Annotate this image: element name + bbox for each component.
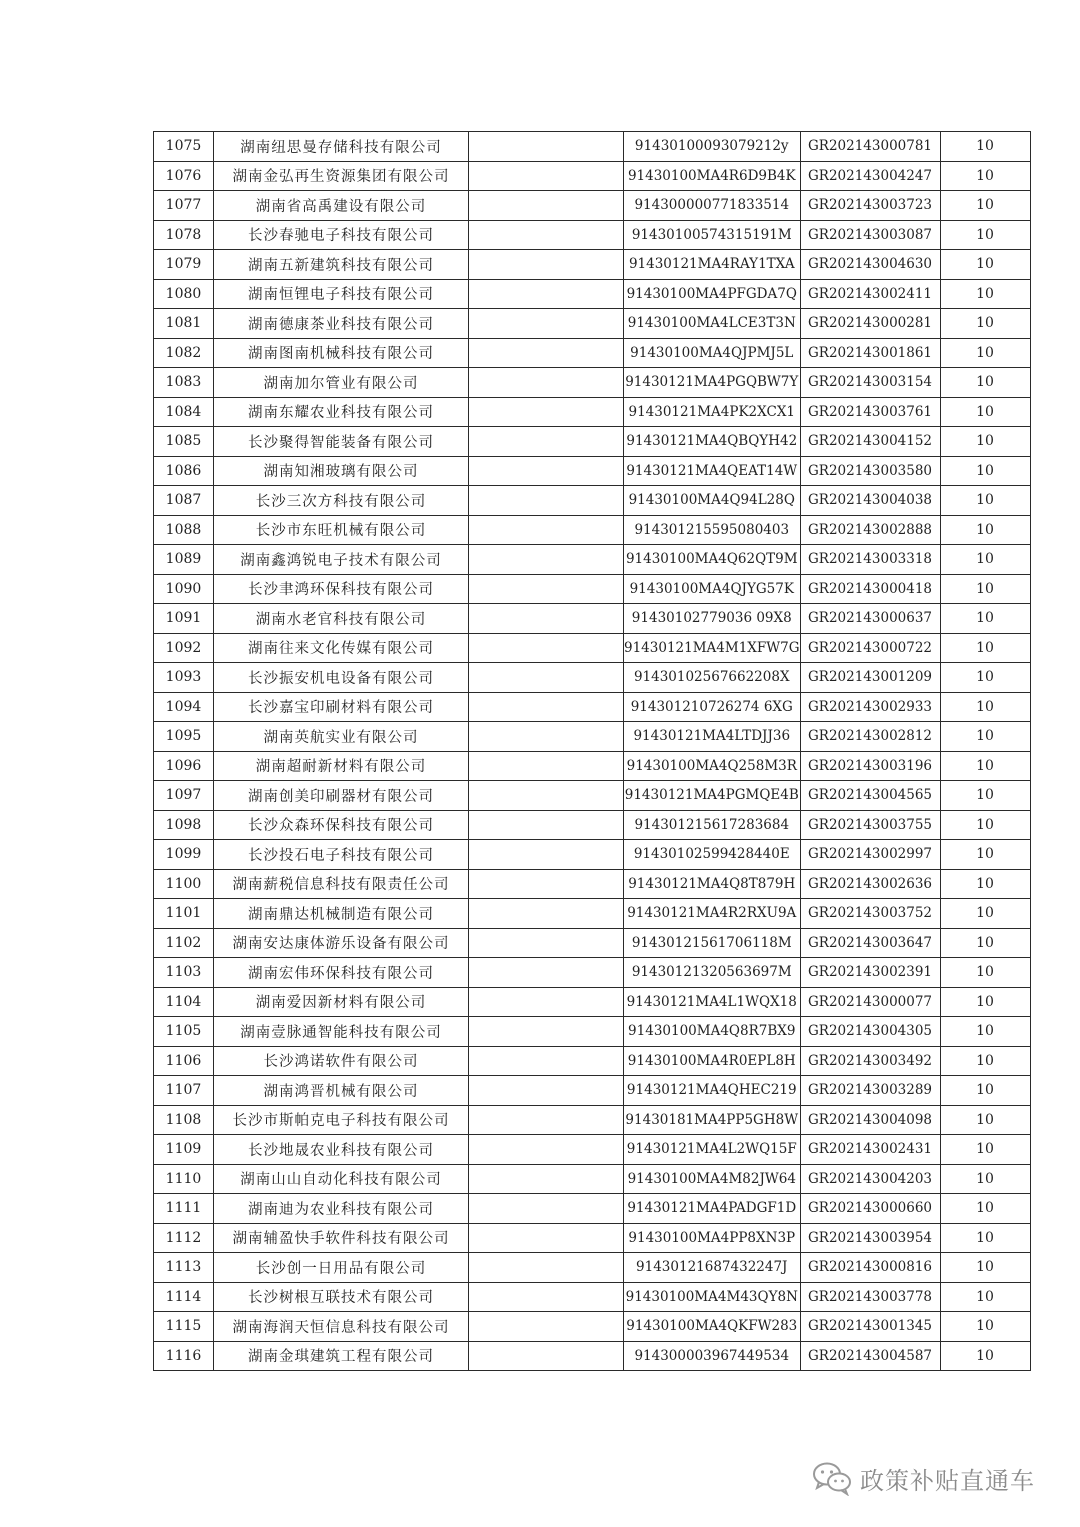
table-row	[154, 486, 1031, 516]
credit-code: 91430121MA4LTDJJ36	[624, 722, 801, 752]
table-row	[154, 132, 1031, 162]
certificate-number: GR202143000722	[800, 633, 940, 663]
row-number: 1109	[154, 1135, 214, 1165]
amount: 10	[940, 574, 1030, 604]
blank-cell	[469, 1164, 624, 1194]
amount: 10	[940, 869, 1030, 899]
credit-code: 91430100MA4QJPMJ5L	[624, 338, 801, 368]
row-number: 1086	[154, 456, 214, 486]
blank-cell	[469, 456, 624, 486]
credit-code: 91430100MA4R0EPL8H	[624, 1046, 801, 1076]
certificate-number: GR202143002997	[800, 840, 940, 870]
row-number: 1100	[154, 869, 214, 899]
amount: 10	[940, 604, 1030, 634]
certificate-number: GR202143004038	[800, 486, 940, 516]
amount: 10	[940, 987, 1030, 1017]
company-name: 湖南德康茶业科技有限公司	[214, 309, 469, 339]
certificate-number: GR202143001209	[800, 663, 940, 693]
certificate-number: GR202143003647	[800, 928, 940, 958]
company-name: 湖南省高禹建设有限公司	[214, 191, 469, 221]
row-number: 1092	[154, 633, 214, 663]
certificate-number: GR202143003318	[800, 545, 940, 575]
blank-cell	[469, 928, 624, 958]
amount: 10	[940, 1076, 1030, 1106]
blank-cell	[469, 161, 624, 191]
blank-cell	[469, 427, 624, 457]
credit-code: 91430121MA4Q8T879H	[624, 869, 801, 899]
certificate-number: GR202143001861	[800, 338, 940, 368]
certificate-number: GR202143003196	[800, 751, 940, 781]
blank-cell	[469, 368, 624, 398]
row-number: 1083	[154, 368, 214, 398]
certificate-number: GR202143000281	[800, 309, 940, 339]
company-name: 湖南往来文化传媒有限公司	[214, 633, 469, 663]
table-row	[154, 987, 1031, 1017]
table-row	[154, 692, 1031, 722]
credit-code: 91430121MA4R2RXU9A	[624, 899, 801, 929]
row-number: 1104	[154, 987, 214, 1017]
credit-code: 914301215617283684	[624, 810, 801, 840]
company-name: 湖南鼎达机械制造有限公司	[214, 899, 469, 929]
table-row	[154, 1164, 1031, 1194]
company-name: 湖南鑫鸿锐电子技术有限公司	[214, 545, 469, 575]
row-number: 1102	[154, 928, 214, 958]
amount: 10	[940, 515, 1030, 545]
credit-code: 91430100MA4Q62QT9M	[624, 545, 801, 575]
credit-code: 91430121MA4M1XFW7G	[624, 633, 801, 663]
row-number: 1098	[154, 810, 214, 840]
row-number: 1077	[154, 191, 214, 221]
row-number: 1103	[154, 958, 214, 988]
company-name: 湖南图南机械科技有限公司	[214, 338, 469, 368]
credit-code: 91430100MA4R6D9B4K	[624, 161, 801, 191]
company-name: 长沙众森环保科技有限公司	[214, 810, 469, 840]
blank-cell	[469, 515, 624, 545]
company-name: 湖南纽思曼存储科技有限公司	[214, 132, 469, 162]
table-row	[154, 515, 1031, 545]
blank-cell	[469, 338, 624, 368]
row-number: 1114	[154, 1282, 214, 1312]
table-row	[154, 1105, 1031, 1135]
credit-code: 91430100MA4Q8R7BX9	[624, 1017, 801, 1047]
blank-cell	[469, 1312, 624, 1342]
blank-cell	[469, 1341, 624, 1371]
company-name: 湖南壹脉通智能科技有限公司	[214, 1017, 469, 1047]
credit-code: 91430100MA4M82JW64	[624, 1164, 801, 1194]
certificate-number: GR202143002812	[800, 722, 940, 752]
amount: 10	[940, 279, 1030, 309]
amount: 10	[940, 1282, 1030, 1312]
blank-cell	[469, 899, 624, 929]
blank-cell	[469, 397, 624, 427]
credit-code: 91430181MA4PP5GH8W	[624, 1105, 801, 1135]
table-row	[154, 1341, 1031, 1371]
table-row	[154, 368, 1031, 398]
company-name: 长沙春驰电子科技有限公司	[214, 220, 469, 250]
table-row	[154, 1312, 1031, 1342]
company-name: 湖南水老官科技有限公司	[214, 604, 469, 634]
table-row	[154, 220, 1031, 250]
company-name: 长沙振安机电设备有限公司	[214, 663, 469, 693]
row-number: 1099	[154, 840, 214, 870]
blank-cell	[469, 1135, 624, 1165]
certificate-number: GR202143000077	[800, 987, 940, 1017]
blank-cell	[469, 958, 624, 988]
company-name: 长沙树根互联技术有限公司	[214, 1282, 469, 1312]
amount: 10	[940, 1223, 1030, 1253]
blank-cell	[469, 574, 624, 604]
row-number: 1115	[154, 1312, 214, 1342]
certificate-number: GR202143000816	[800, 1253, 940, 1283]
company-name: 长沙鸿诺软件有限公司	[214, 1046, 469, 1076]
blank-cell	[469, 781, 624, 811]
credit-code: 914301210726274 6XG	[624, 692, 801, 722]
amount: 10	[940, 427, 1030, 457]
company-name: 长沙嘉宝印刷材料有限公司	[214, 692, 469, 722]
table-row	[154, 1076, 1031, 1106]
credit-code: 91430121MA4QHEC219	[624, 1076, 801, 1106]
company-name: 湖南辅盈快手软件科技有限公司	[214, 1223, 469, 1253]
blank-cell	[469, 220, 624, 250]
blank-cell	[469, 132, 624, 162]
credit-code: 91430100MA4Q94L28Q	[624, 486, 801, 516]
table-row	[154, 958, 1031, 988]
credit-code: 91430102567662208X	[624, 663, 801, 693]
company-name: 湖南迪为农业科技有限公司	[214, 1194, 469, 1224]
company-name: 湖南超耐新材料有限公司	[214, 751, 469, 781]
blank-cell	[469, 692, 624, 722]
table-row	[154, 1017, 1031, 1047]
credit-code: 91430100574315191M	[624, 220, 801, 250]
company-name: 湖南金弘再生资源集团有限公司	[214, 161, 469, 191]
certificate-number: GR202143004630	[800, 250, 940, 280]
table-row	[154, 1253, 1031, 1283]
certificate-number: GR202143003087	[800, 220, 940, 250]
table-row	[154, 1282, 1031, 1312]
amount: 10	[940, 810, 1030, 840]
row-number: 1080	[154, 279, 214, 309]
blank-cell	[469, 545, 624, 575]
amount: 10	[940, 368, 1030, 398]
amount: 10	[940, 132, 1030, 162]
blank-cell	[469, 1017, 624, 1047]
amount: 10	[940, 1341, 1030, 1371]
credit-code: 91430121MA4RAY1TXA	[624, 250, 801, 280]
table-row	[154, 840, 1031, 870]
table-row	[154, 191, 1031, 221]
company-name: 湖南宏伟环保科技有限公司	[214, 958, 469, 988]
blank-cell	[469, 633, 624, 663]
blank-cell	[469, 1282, 624, 1312]
row-number: 1075	[154, 132, 214, 162]
blank-cell	[469, 604, 624, 634]
amount: 10	[940, 899, 1030, 929]
credit-code: 91430102779036 09X8	[624, 604, 801, 634]
blank-cell	[469, 1046, 624, 1076]
blank-cell	[469, 840, 624, 870]
table-row	[154, 722, 1031, 752]
credit-code: 91430121561706118M	[624, 928, 801, 958]
credit-code: 91430100MA4LCE3T3N	[624, 309, 801, 339]
amount: 10	[940, 1312, 1030, 1342]
table-row	[154, 1194, 1031, 1224]
row-number: 1093	[154, 663, 214, 693]
company-name: 湖南海润天恒信息科技有限公司	[214, 1312, 469, 1342]
certificate-number: GR202143003154	[800, 368, 940, 398]
company-name: 湖南山山自动化科技有限公司	[214, 1164, 469, 1194]
credit-code: 91430121MA4L1WQX18	[624, 987, 801, 1017]
amount: 10	[940, 692, 1030, 722]
credit-code: 914301215595080403	[624, 515, 801, 545]
row-number: 1112	[154, 1223, 214, 1253]
credit-code: 91430121MA4L2WQ15F	[624, 1135, 801, 1165]
row-number: 1105	[154, 1017, 214, 1047]
certificate-number: GR202143004565	[800, 781, 940, 811]
certificate-number: GR202143003778	[800, 1282, 940, 1312]
row-number: 1082	[154, 338, 214, 368]
table-row	[154, 279, 1031, 309]
table-row	[154, 309, 1031, 339]
credit-code: 91430121MA4PADGF1D	[624, 1194, 801, 1224]
table-row	[154, 161, 1031, 191]
company-name: 长沙市东旺机械有限公司	[214, 515, 469, 545]
company-name: 湖南金琪建筑工程有限公司	[214, 1341, 469, 1371]
certificate-number: GR202143001345	[800, 1312, 940, 1342]
watermark-text: 政策补贴直通车	[860, 1466, 1035, 1495]
credit-code: 91430100MA4PFGDA7Q	[624, 279, 801, 309]
blank-cell	[469, 1194, 624, 1224]
certificate-number: GR202143002636	[800, 869, 940, 899]
amount: 10	[940, 1164, 1030, 1194]
table-row	[154, 545, 1031, 575]
table-row	[154, 663, 1031, 693]
company-name: 湖南安达康体游乐设备有限公司	[214, 928, 469, 958]
certificate-number: GR202143003755	[800, 810, 940, 840]
blank-cell	[469, 486, 624, 516]
credit-code: 91430121MA4PGMQE4B	[624, 781, 801, 811]
amount: 10	[940, 1017, 1030, 1047]
company-name: 湖南知湘玻璃有限公司	[214, 456, 469, 486]
row-number: 1090	[154, 574, 214, 604]
table-row	[154, 1046, 1031, 1076]
row-number: 1096	[154, 751, 214, 781]
amount: 10	[940, 1194, 1030, 1224]
amount: 10	[940, 1253, 1030, 1283]
company-name: 长沙地晟农业科技有限公司	[214, 1135, 469, 1165]
amount: 10	[940, 928, 1030, 958]
amount: 10	[940, 751, 1030, 781]
blank-cell	[469, 663, 624, 693]
table-row	[154, 869, 1031, 899]
amount: 10	[940, 250, 1030, 280]
row-number: 1110	[154, 1164, 214, 1194]
credit-code: 91430100MA4M43QY8N	[624, 1282, 801, 1312]
company-name: 湖南鸿晋机械有限公司	[214, 1076, 469, 1106]
certificate-number: GR202143000660	[800, 1194, 940, 1224]
credit-code: 914300000771833514	[624, 191, 801, 221]
credit-code: 91430100093079212y	[624, 132, 801, 162]
certificate-number: GR202143004152	[800, 427, 940, 457]
company-name: 长沙聚得智能装备有限公司	[214, 427, 469, 457]
amount: 10	[940, 1046, 1030, 1076]
amount: 10	[940, 191, 1030, 221]
row-number: 1116	[154, 1341, 214, 1371]
table-row	[154, 899, 1031, 929]
table-row	[154, 810, 1031, 840]
blank-cell	[469, 1223, 624, 1253]
amount: 10	[940, 397, 1030, 427]
table-row	[154, 633, 1031, 663]
row-number: 1095	[154, 722, 214, 752]
watermark	[812, 1456, 1035, 1500]
row-number: 1113	[154, 1253, 214, 1283]
row-number: 1078	[154, 220, 214, 250]
credit-code: 91430121687432247J	[624, 1253, 801, 1283]
certificate-number: GR202143003723	[800, 191, 940, 221]
amount: 10	[940, 309, 1030, 339]
blank-cell	[469, 1253, 624, 1283]
table-row	[154, 928, 1031, 958]
row-number: 1101	[154, 899, 214, 929]
table-row	[154, 751, 1031, 781]
company-name: 湖南爱因新材料有限公司	[214, 987, 469, 1017]
row-number: 1111	[154, 1194, 214, 1224]
amount: 10	[940, 161, 1030, 191]
blank-cell	[469, 1076, 624, 1106]
credit-code: 91430121MA4PGQBW7Y	[624, 368, 801, 398]
blank-cell	[469, 987, 624, 1017]
blank-cell	[469, 751, 624, 781]
amount: 10	[940, 958, 1030, 988]
row-number: 1076	[154, 161, 214, 191]
blank-cell	[469, 722, 624, 752]
row-number: 1079	[154, 250, 214, 280]
certificate-number: GR202143002933	[800, 692, 940, 722]
company-table	[153, 131, 1031, 1371]
credit-code: 91430121MA4QBQYH42	[624, 427, 801, 457]
amount: 10	[940, 1135, 1030, 1165]
table-row	[154, 456, 1031, 486]
certificate-number: GR202143003289	[800, 1076, 940, 1106]
credit-code: 914300003967449534	[624, 1341, 801, 1371]
certificate-number: GR202143004203	[800, 1164, 940, 1194]
company-name: 湖南加尔管业有限公司	[214, 368, 469, 398]
amount: 10	[940, 220, 1030, 250]
table-row	[154, 1135, 1031, 1165]
table-row	[154, 397, 1031, 427]
certificate-number: GR202143002888	[800, 515, 940, 545]
certificate-number: GR202143002431	[800, 1135, 940, 1165]
table-row	[154, 574, 1031, 604]
blank-cell	[469, 810, 624, 840]
table-row	[154, 338, 1031, 368]
row-number: 1108	[154, 1105, 214, 1135]
certificate-number: GR202143003761	[800, 397, 940, 427]
company-name: 长沙市斯帕克电子科技有限公司	[214, 1105, 469, 1135]
blank-cell	[469, 309, 624, 339]
amount: 10	[940, 663, 1030, 693]
table-row	[154, 604, 1031, 634]
table-row	[154, 781, 1031, 811]
row-number: 1094	[154, 692, 214, 722]
certificate-number: GR202143002411	[800, 279, 940, 309]
certificate-number: GR202143004587	[800, 1341, 940, 1371]
row-number: 1081	[154, 309, 214, 339]
amount: 10	[940, 338, 1030, 368]
blank-cell	[469, 1105, 624, 1135]
amount: 10	[940, 781, 1030, 811]
row-number: 1084	[154, 397, 214, 427]
blank-cell	[469, 191, 624, 221]
company-name: 湖南薪税信息科技有限责任公司	[214, 869, 469, 899]
row-number: 1106	[154, 1046, 214, 1076]
credit-code: 91430121MA4QEAT14W	[624, 456, 801, 486]
table-row	[154, 1223, 1031, 1253]
credit-code: 91430100MA4Q258M3R	[624, 751, 801, 781]
row-number: 1089	[154, 545, 214, 575]
certificate-number: GR202143002391	[800, 958, 940, 988]
certificate-number: GR202143004305	[800, 1017, 940, 1047]
credit-code: 91430121320563697M	[624, 958, 801, 988]
amount: 10	[940, 840, 1030, 870]
amount: 10	[940, 633, 1030, 663]
company-name: 湖南创美印刷器材有限公司	[214, 781, 469, 811]
blank-cell	[469, 279, 624, 309]
credit-code: 91430121MA4PK2XCX1	[624, 397, 801, 427]
table-row	[154, 427, 1031, 457]
company-name: 湖南五新建筑科技有限公司	[214, 250, 469, 280]
amount: 10	[940, 545, 1030, 575]
company-name: 长沙聿鸿环保科技有限公司	[214, 574, 469, 604]
credit-code: 91430102599428440E	[624, 840, 801, 870]
certificate-number: GR202143000781	[800, 132, 940, 162]
amount: 10	[940, 456, 1030, 486]
amount: 10	[940, 1105, 1030, 1135]
company-name: 湖南英航实业有限公司	[214, 722, 469, 752]
certificate-number: GR202143003580	[800, 456, 940, 486]
certificate-number: GR202143004098	[800, 1105, 940, 1135]
amount: 10	[940, 486, 1030, 516]
company-name: 长沙三次方科技有限公司	[214, 486, 469, 516]
certificate-number: GR202143004247	[800, 161, 940, 191]
row-number: 1085	[154, 427, 214, 457]
row-number: 1091	[154, 604, 214, 634]
certificate-number: GR202143003752	[800, 899, 940, 929]
company-name: 湖南恒锂电子科技有限公司	[214, 279, 469, 309]
amount: 10	[940, 722, 1030, 752]
company-name: 湖南东耀农业科技有限公司	[214, 397, 469, 427]
certificate-number: GR202143000418	[800, 574, 940, 604]
row-number: 1088	[154, 515, 214, 545]
wechat-icon	[812, 1460, 852, 1496]
blank-cell	[469, 250, 624, 280]
company-name: 长沙投石电子科技有限公司	[214, 840, 469, 870]
certificate-number: GR202143000637	[800, 604, 940, 634]
row-number: 1097	[154, 781, 214, 811]
credit-code: 91430100MA4QJYG57K	[624, 574, 801, 604]
table-row	[154, 250, 1031, 280]
row-number: 1087	[154, 486, 214, 516]
credit-code: 91430100MA4PP8XN3P	[624, 1223, 801, 1253]
company-name: 长沙创一日用品有限公司	[214, 1253, 469, 1283]
certificate-number: GR202143003492	[800, 1046, 940, 1076]
row-number: 1107	[154, 1076, 214, 1106]
blank-cell	[469, 869, 624, 899]
credit-code: 91430100MA4QKFW283	[624, 1312, 801, 1342]
certificate-number: GR202143003954	[800, 1223, 940, 1253]
